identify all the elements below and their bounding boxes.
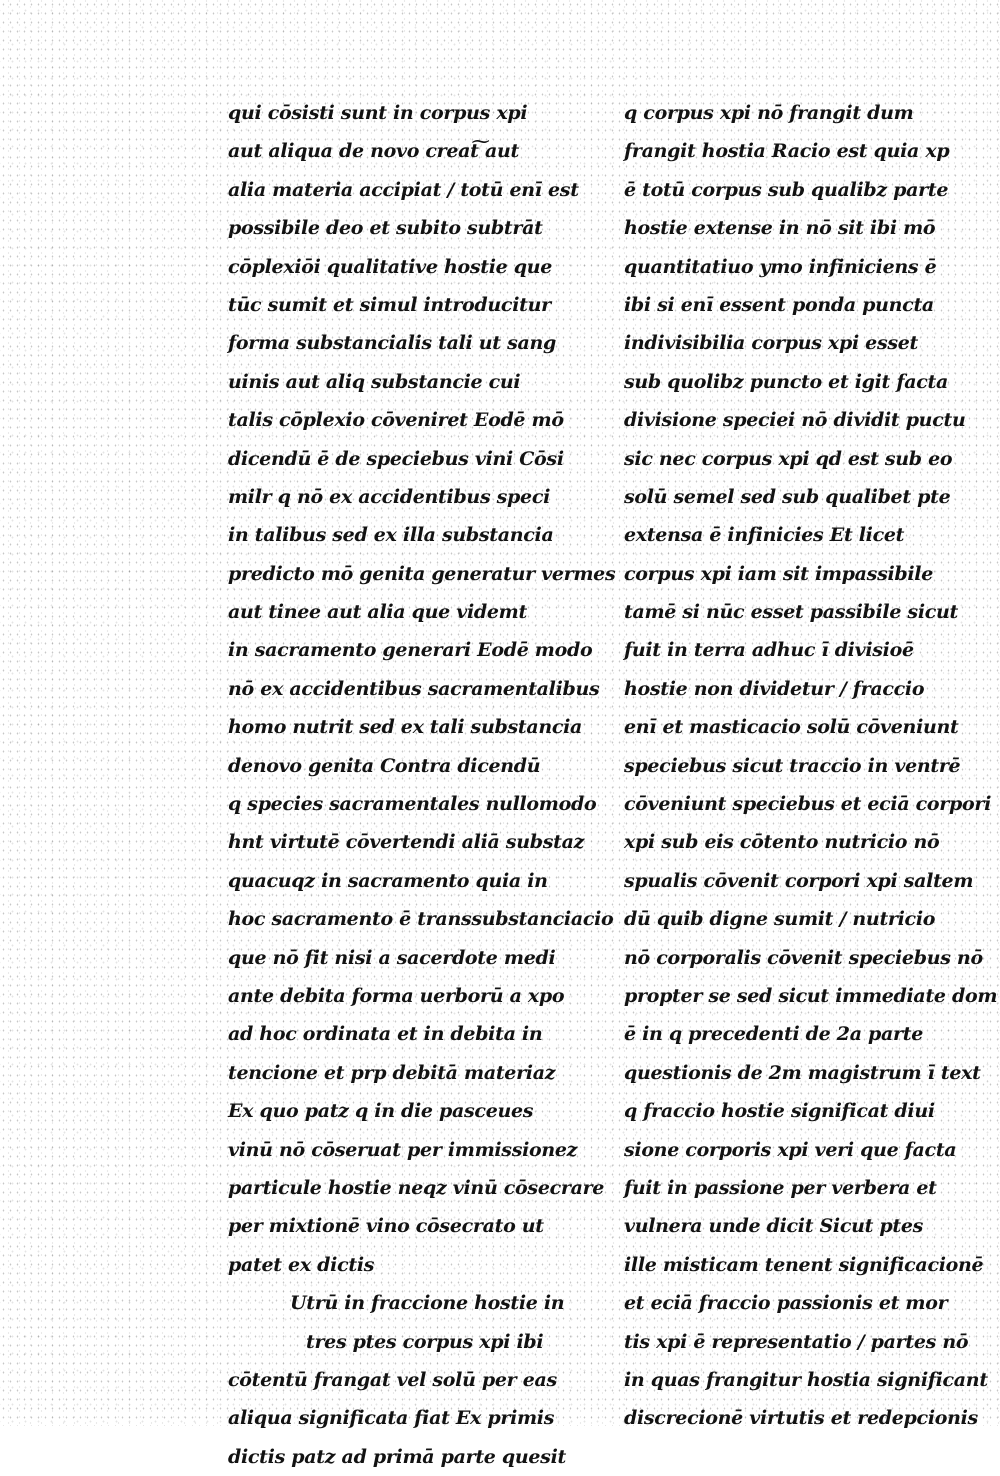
text-line: ille misticam tenent significacionē [624,1253,984,1276]
text-line: sub quolibz puncto et igit facta [624,370,948,393]
text-line: nō corporalis cōvenit speciebus nō [624,946,983,969]
text-line: q corpus xpi nō frangit dum [624,102,914,124]
text-line: solū semel sed sub qualibet pte [624,485,951,508]
text-line: divisione speciei nō dividit puctu [624,409,966,432]
text-line: ad hoc ordinata et in debita in [228,1023,543,1046]
text-line: dū quib digne sumit / nutricio [624,908,936,931]
text-line: fuit in passione per verbera et [624,1176,937,1199]
text-line: hostie extense in nō sit ibi mō [624,217,936,240]
text-line: predicto mō genita generatur vermes [228,562,616,585]
text-line: q fraccio hostie significat diui [624,1100,935,1123]
text-line: in sacramento generari Eodē modo [228,639,593,662]
text-line: ante debita forma uerborū a xpo [228,984,565,1007]
text-line: Utrū in fraccione hostie in [290,1292,565,1315]
text-line: q species sacramentales nullomodo [228,793,597,816]
text-line: tamē si nūc esset passibile sicut [624,601,959,624]
text-line: quacuqz in sacramento quia in [228,869,548,892]
text-line: hoc sacramento ē transsubstanciacio [228,908,614,931]
text-line: enī et masticacio solū cōveniunt [624,716,959,739]
text-line: vinū nō cōseruat per immissionez [228,1138,578,1161]
text-line: dicendū ē de speciebus vini Cōsi [228,447,564,470]
text-line: propter se sed sicut immediate dom [624,984,998,1007]
text-line: uinis aut aliq substancie cui [228,370,521,393]
text-line: discrecionē virtutis et redepcionis [624,1407,978,1430]
text-line: cōtentū frangat vel solū per eas [228,1368,557,1391]
text-line: milr q nō ex accidentibus speci [228,485,551,508]
left-text-column [228,94,616,1476]
text-line: fuit in terra adhuc ī divisioē [624,639,914,662]
text-line: ē totū corpus sub qualibz parte [624,178,949,201]
text-line: hostie non dividetur / fraccio [624,677,925,700]
text-line: quantitatiuo ymo infiniciens ē [624,255,937,278]
text-line: Ex quo patz q in die pasceues [228,1100,534,1123]
text-line: xpi sub eis cōtento nutricio nō [624,831,940,854]
text-line: qui cōsisti sunt in corpus xpi [228,102,528,124]
text-line: tres ptes corpus xpi ibi [306,1330,544,1353]
text-line: spualis cōvenit corpori xpi saltem [624,869,974,892]
text-line: et eciā fraccio passionis et mor [624,1292,948,1315]
text-line: frangit hostia Racio est quia xp [624,140,950,163]
text-line: tis xpi ē representatio / partes nō [624,1330,969,1353]
text-line: aut tinee aut alia que videmt [228,601,527,624]
text-line: vulnera unde dicit Sicut ptes [624,1215,924,1238]
text-line: possibile deo et subito subtrāt [228,217,543,240]
text-line: hnt virtutē cōvertendi aliā substaz [228,831,585,854]
text-line: particule hostie neqz vinū cōsecrare [228,1176,605,1199]
text-line: indivisibilia corpus xpi esset [624,332,919,355]
text-line: aut aliqua de novo creat͠ aut [228,140,519,163]
text-line: alia materia accipiat / totū enī est [228,178,579,201]
text-line: dictis patz ad primā parte quesit [228,1445,566,1468]
text-line: in quas frangitur hostia significant [624,1368,988,1391]
text-line: speciebus sicut traccio in ventrē [624,754,961,777]
text-line: sione corporis xpi veri que facta [624,1138,957,1161]
text-line: homo nutrit sed ex tali substancia [228,716,583,739]
text-line: in talibus sed ex illa substancia [228,524,554,547]
text-line: tūc sumit et simul introducitur [228,293,551,316]
text-line: ibi si enī essent ponda puncta [624,293,934,316]
text-line: denovo genita Contra dicendū [228,754,541,777]
text-line: aliqua significata fiat Ex primis [228,1407,555,1430]
text-line: ē in q precedenti de 2a parte [624,1023,923,1046]
text-line: cōveniunt speciebus et eciā corpori [624,793,991,816]
text-line: per mixtionē vino cōsecrato ut [228,1215,544,1238]
text-line: tencione et prp debitā materiaz [228,1061,556,1084]
text-line: talis cōplexio cōveniret Eodē mō [228,409,564,432]
text-line: sic nec corpus xpi qd est sub eo [624,447,953,470]
text-line: cōplexiōi qualitative hostie que [228,255,553,278]
right-text-column [624,94,998,1438]
text-line: que nō fit nisi a sacerdote medi [228,946,556,969]
text-line: forma substancialis tali ut sang [228,332,556,355]
text-line: nō ex accidentibus sacramentalibus [228,677,600,700]
text-line: corpus xpi iam sit impassibile [624,562,933,585]
text-line: patet ex dictis [228,1253,375,1276]
text-line: extensa ē infinicies Et licet [624,524,905,547]
text-line: questionis de 2m magistrum ī text [624,1061,981,1084]
